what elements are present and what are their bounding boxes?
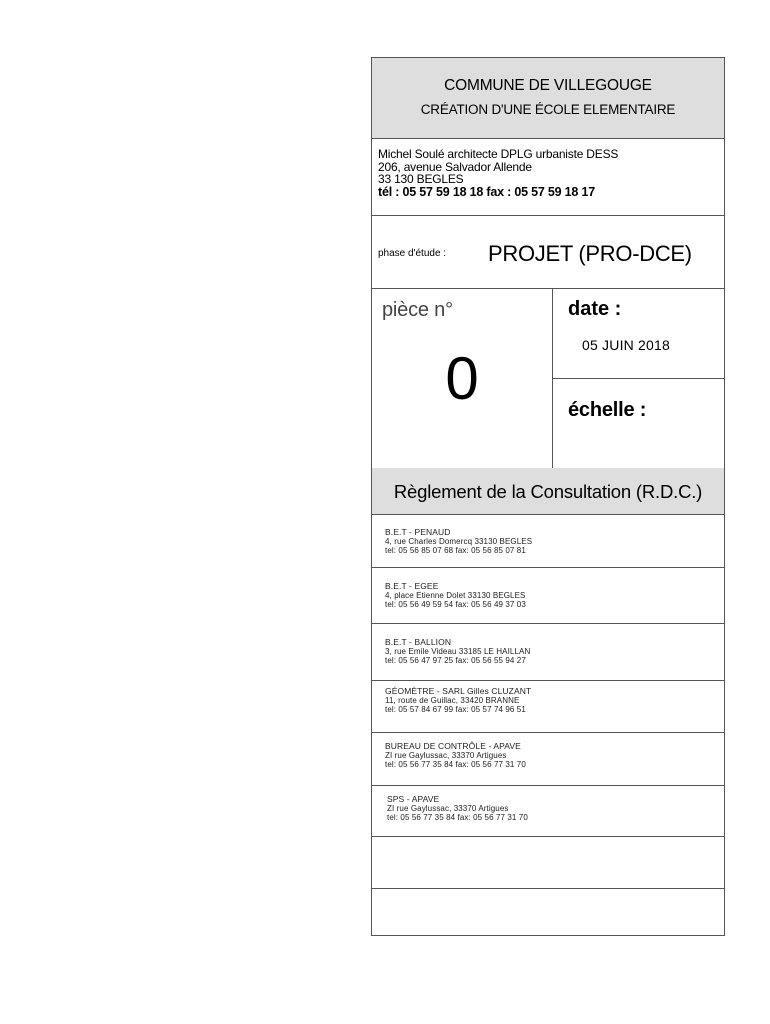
contact-name: B.E.T - PENAUD <box>385 527 451 537</box>
architect-block <box>372 138 724 216</box>
date-value: 05 JUIN 2018 <box>582 337 671 353</box>
project-header <box>372 58 724 139</box>
commune-title: COMMUNE DE VILLEGOUGE <box>444 77 652 94</box>
date-label: date : <box>568 298 622 320</box>
piece-date-block <box>372 288 724 469</box>
contact-address: ZI rue Gaylussac, 33370 Artigues <box>387 804 509 813</box>
contact-phone: tel: 05 56 49 59 54 fax: 05 56 49 37 03 <box>385 600 526 609</box>
architect-city: 33 130 BEGLES <box>378 172 464 186</box>
contact-name: SPS - APAVE <box>387 794 440 804</box>
title-block <box>371 57 725 936</box>
contact-item <box>372 733 724 786</box>
contact-name: GÉOMÈTRE - SARL Gilles CLUZANT <box>385 686 532 696</box>
contact-address: 3, rue Emile Videau 33185 LE HAILLAN <box>385 647 531 656</box>
contact-phone: tel: 05 56 77 35 84 fax: 05 56 77 31 70 <box>385 760 526 769</box>
contact-item <box>372 624 724 681</box>
empty-contact-row <box>372 837 724 889</box>
piece-label: pièce n° <box>382 299 453 321</box>
phase-value: PROJET (PRO-DCE) <box>488 241 692 266</box>
contact-address: 4, place Etienne Dolet 33130 BEGLES <box>385 591 526 600</box>
document-title: Règlement de la Consultation (R.D.C.) <box>393 481 703 502</box>
contact-name: B.E.T - BALLION <box>385 637 452 647</box>
contact-name: BUREAU DE CONTRÔLE - APAVE <box>385 741 521 751</box>
architect-phone: tél : 05 57 59 18 18 fax : 05 57 59 18 17 <box>378 184 595 199</box>
contact-phone: tel: 05 56 47 97 25 fax: 05 56 55 94 27 <box>385 656 526 665</box>
contact-phone: tel: 05 56 85 07 68 fax: 05 56 85 07 81 <box>385 546 526 555</box>
phase-block <box>372 216 724 289</box>
contact-address: 4, rue Charles Domercq 33130 BEGLES <box>385 537 533 546</box>
contact-address: 11, route de Guillac, 33420 BRANNE <box>385 696 520 705</box>
contact-address: ZI rue Gaylussac, 33370 Artigues <box>385 751 507 760</box>
piece-number: 0 <box>445 345 479 412</box>
contact-item <box>372 681 724 733</box>
contact-phone: tel: 05 57 84 67 99 fax: 05 57 74 96 51 <box>385 705 526 714</box>
contact-item <box>372 514 724 568</box>
phase-label: phase d'étude : <box>378 248 447 259</box>
contact-phone: tel: 05 56 77 35 84 fax: 05 56 77 31 70 <box>387 813 528 822</box>
divider-horizontal <box>552 378 724 379</box>
contact-name: B.E.T - EGEE <box>385 581 439 591</box>
scale-label: échelle : <box>568 399 647 421</box>
document-title-band <box>372 468 724 515</box>
contact-item <box>372 568 724 624</box>
contact-item <box>372 786 724 837</box>
architect-address: 206, avenue Salvador Allende <box>378 159 532 174</box>
architect-name: Michel Soulé architecte DPLG urbaniste DESS <box>378 147 619 161</box>
project-subtitle: CRÉATION D'UNE ÉCOLE ELEMENTAIRE <box>420 102 676 117</box>
